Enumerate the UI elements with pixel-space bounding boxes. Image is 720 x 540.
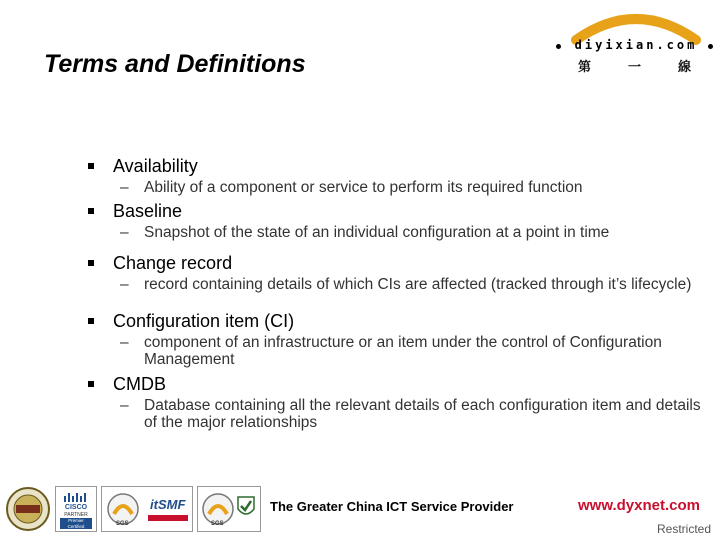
sgs-label-2: SGS (211, 521, 224, 527)
classification-label: Restricted (657, 522, 712, 536)
definition: component of an infrastructure or an item under the control of Configuration Management (144, 334, 662, 368)
dash-icon: – (120, 397, 129, 414)
partner-label: PARTNER (64, 512, 88, 518)
bullet-icon (88, 163, 94, 169)
footer-url-link[interactable]: www.dyxnet.com (578, 497, 700, 514)
list-item (88, 253, 708, 311)
dash-icon: – (120, 334, 129, 351)
cisco-partner-badge (55, 486, 97, 532)
definition: record containing details of which CIs are affected (tracked through it’s lifecycle) (144, 276, 692, 293)
certification-badge-sgs-itsmf (101, 486, 193, 532)
bullet-icon (88, 208, 94, 214)
definition: Ability of a component or service to perform its required function (144, 179, 583, 196)
award-seal-icon (5, 486, 51, 532)
logo-chinese-char-1: 第 (578, 60, 592, 75)
dash-icon: – (120, 179, 129, 196)
term: Configuration item (CI) (113, 311, 295, 331)
list-item (88, 156, 708, 201)
bullet-icon (88, 318, 94, 324)
logo-dot-right (708, 44, 713, 49)
list-item (88, 374, 708, 431)
logo-domain-text: diyixian.com (574, 38, 698, 52)
itsmf-stripe (148, 515, 188, 521)
dash-icon: – (120, 224, 129, 241)
term: Baseline (113, 201, 183, 221)
bullet-icon (88, 381, 94, 387)
sgs-label: SGS (116, 521, 129, 527)
itsmf-logo: itSMF (150, 497, 186, 512)
definition: Snapshot of the state of an individual configuration at a point in time (144, 224, 610, 241)
term: Change record (113, 253, 233, 273)
certification-badge-sgs-iso (197, 486, 261, 532)
dash-icon: – (120, 276, 129, 293)
premier-label: Premier Certified (60, 518, 92, 529)
checkmark-shield-icon (236, 495, 256, 521)
list-item (88, 311, 708, 374)
bullet-icon (88, 260, 94, 266)
term: CMDB (113, 374, 166, 394)
logo-dot-left (556, 44, 561, 49)
definition: Database containing all the relevant details of each configuration item and details of the major relationships (144, 397, 701, 431)
footer-tagline: The Greater China ICT Service Provider (270, 499, 514, 514)
cisco-label: CISCO (64, 504, 88, 511)
logo-chinese-char-2: 一 (628, 60, 642, 75)
definitions-list (88, 156, 708, 431)
page-title: Terms and Definitions (44, 50, 306, 78)
logo-chinese-char-3: 線 (678, 60, 692, 75)
dyxnet-logo (556, 6, 716, 74)
cisco-bars-icon (56, 490, 96, 504)
term: Availability (113, 156, 198, 176)
list-item (88, 201, 708, 253)
